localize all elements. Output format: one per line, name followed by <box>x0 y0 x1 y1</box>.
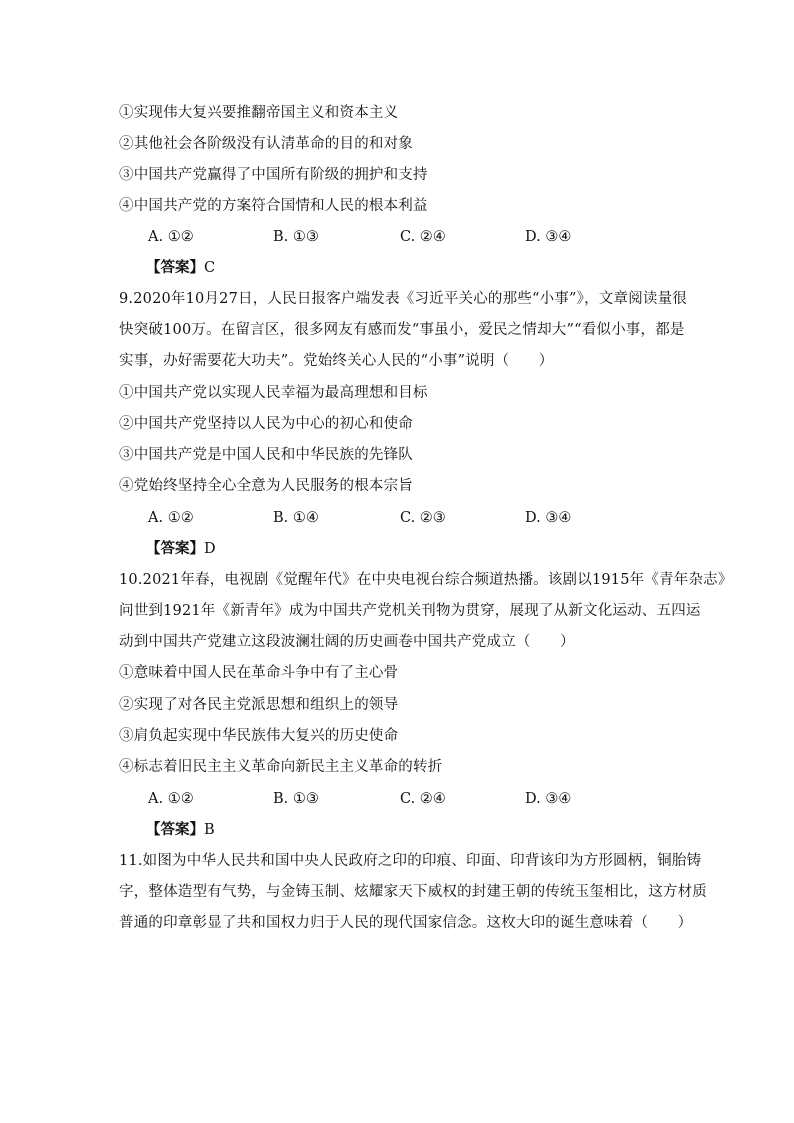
q10-stem-line-1: 10.2021年春，电视剧《觉醒年代》在中央电视台综合频道热播。该剧以1915年《青年杂志》 <box>119 572 733 588</box>
q8-item-1: ①实现伟大复兴要推翻帝国主义和资本主义 <box>119 105 399 121</box>
q10-answer-tag: 【答案】 <box>146 821 204 838</box>
q8-answer-value: C <box>204 260 216 276</box>
q10-option-c: C. ②④ <box>400 791 446 807</box>
q9-answer-tag: 【答案】 <box>146 540 204 557</box>
q8-option-a: A. ①② <box>148 229 194 245</box>
q10-item-1: ①意味着中国人民在革命斗争中有了主心骨 <box>119 665 399 681</box>
q10-answer-value: B <box>204 822 215 838</box>
q9-stem-line-2: 快突破100万。在留言区，很多网友有感而发“事虽小，爱民之情却大”“看似小事，都是 <box>119 322 685 338</box>
q8-answer <box>146 258 215 278</box>
q9-answer-value: D <box>204 541 216 557</box>
q9-item-3: ③中国共产党是中国人民和中华民族的先锋队 <box>119 447 413 463</box>
q10-stem-line-2: 问世到1921年《新青年》成为中国共产党机关刊物为贯穿，展现了从新文化运动、五四运 <box>119 603 701 619</box>
q9-stem-line-1: 9.2020年10月27日，人民日报客户端发表《习近平关心的那些“小事”》，文章阅读量很 <box>119 291 688 307</box>
q11-stem-line-3: 普通的印章彰显了共和国权力归于人民的现代国家信念。这枚大印的诞生意味着（ ） <box>119 915 693 931</box>
q8-option-d: D. ③④ <box>525 229 572 245</box>
q9-option-c: C. ②③ <box>400 510 446 526</box>
q9-item-2: ②中国共产党坚持以人民为中心的初心和使命 <box>119 416 413 432</box>
q10-item-4: ④标志着旧民主主义革命向新民主主义革命的转折 <box>119 759 443 775</box>
q8-item-4: ④中国共产党的方案符合国情和人民的根本利益 <box>119 198 428 214</box>
q11-stem-line-1: 11.如图为中华人民共和国中央人民政府之印的印痕、印面、印背该印为方形圆柄，铜胎铸 <box>119 853 702 869</box>
q9-item-4: ④党始终坚持全心全意为人民服务的根本宗旨 <box>119 478 413 494</box>
q10-item-2: ②实现了对各民主党派思想和组织上的领导 <box>119 697 399 713</box>
q8-answer-tag: 【答案】 <box>146 259 204 276</box>
q9-option-b: B. ①④ <box>273 510 319 526</box>
q8-option-b: B. ①③ <box>273 229 319 245</box>
q11-stem-line-2: 字，整体造型有气势，与金铸玉制、炫耀家天下威权的封建王朝的传统玉玺相比，这方材质 <box>119 884 707 900</box>
q8-option-c: C. ②④ <box>400 229 446 245</box>
q9-stem-line-3: 实事，办好需要花大功夫”。党始终关心人民的“小事”说明（ ） <box>119 353 554 369</box>
q10-item-3: ③肩负起实现中华民族伟大复兴的历史使命 <box>119 728 399 744</box>
q10-option-b: B. ①③ <box>273 791 319 807</box>
q8-item-2: ②其他社会各阶级没有认清革命的目的和对象 <box>119 136 413 152</box>
q10-stem-line-3: 动到中国共产党建立这段波澜壮阔的历史画卷中国共产党成立（ ） <box>119 634 575 650</box>
q9-item-1: ①中国共产党以实现人民幸福为最高理想和目标 <box>119 385 428 401</box>
q9-answer <box>146 539 216 559</box>
q8-item-3: ③中国共产党赢得了中国所有阶级的拥护和支持 <box>119 167 428 183</box>
q9-option-d: D. ③④ <box>525 510 572 526</box>
q10-answer <box>146 820 215 840</box>
q10-option-a: A. ①② <box>148 791 194 807</box>
q9-option-a: A. ①② <box>148 510 194 526</box>
q10-option-d: D. ③④ <box>525 791 572 807</box>
